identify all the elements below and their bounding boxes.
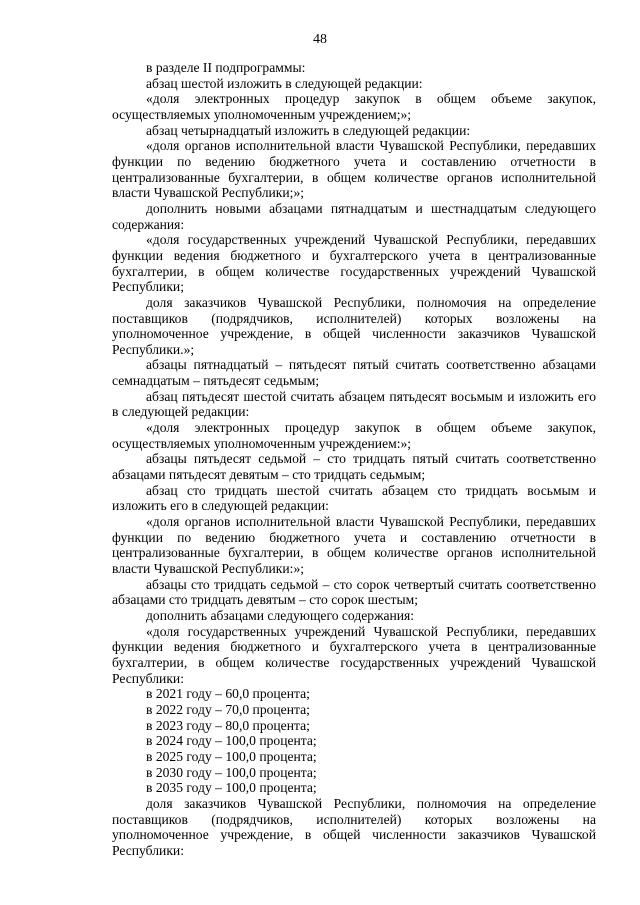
paragraph: дополнить новыми абзацами пятнадцатым и шестнадцатым следующего содержания: <box>112 200 596 232</box>
list-item: в 2021 году – 60,0 процента; <box>146 686 310 702</box>
paragraph: доля заказчиков Чувашской Республики, полномочия на определение поставщиков (подрядчиков, исполнителей) которых возложены на уполномоченное учреждение, в общей численности заказчиков Чувашской Республики: <box>112 795 596 858</box>
paragraph: «доля электронных процедур закупок в общем объеме закупок, осуществляемых уполномоченным учреждением:»; <box>112 420 596 451</box>
paragraph: абзацы сто тридцать седьмой – сто сорок четвертый считать соответственно абзацами сто тридцать девятым – сто сорок шестым; <box>112 576 596 608</box>
list-item: в 2022 году – 70,0 процента; <box>146 701 310 717</box>
paragraph: «доля органов исполнительной власти Чувашской Республики, передавших функции по ведению бюджетного учета и составлению отчетности в централизованные бухгалтерии, в общем количестве органов исполнительной власти Чувашской Республики:»; <box>112 514 596 576</box>
list-item: в 2024 году – 100,0 процента; <box>146 733 317 749</box>
paragraph: «доля органов исполнительной власти Чувашской Республики, передавших функции по ведению бюджетного учета и составлению отчетности в централизованные бухгалтерии, в общем количестве органов исполнительной власти Чувашской Республики;»; <box>112 138 596 201</box>
list-item: в 2023 году – 80,0 процента; <box>146 717 310 733</box>
paragraph: «доля государственных учреждений Чувашской Республики, передавших функции ведения бюджетного и бухгалтерского учета в централизованные бухгалтерии, в общем количестве государственных учреждений Чувашской Республики: <box>112 623 596 686</box>
paragraph: доля заказчиков Чувашской Республики, полномочия на определение поставщиков (подрядчиков, исполнителей) которых возложены на уполномоченное учреждение, в общей численности заказчиков Чувашской Республики.»; <box>112 294 596 357</box>
paragraph: абзац сто тридцать шестой считать абзацем сто тридцать восьмым и изложить его в следующей редакции: <box>112 482 596 514</box>
paragraph: абзацы пятьдесят седьмой – сто тридцать пятый считать соответственно абзацами пятьдесят девятым – сто тридцать седьмым; <box>112 451 596 483</box>
paragraph: в разделе II подпрограммы: <box>146 60 306 75</box>
list-item: в 2035 году – 100,0 процента; <box>146 780 317 796</box>
paragraph: абзацы пятнадцатый – пятьдесят пятый считать соответственно абзацами семнадцатым – пятьдесят седьмым; <box>112 357 596 389</box>
paragraph: «доля электронных процедур закупок в общем объеме закупок, осуществляемых уполномоченным учреждением;»; <box>112 91 596 122</box>
paragraph: абзац четырнадцатый изложить в следующей редакции: <box>146 122 471 138</box>
paragraph: абзац пятьдесят шестой считать абзацем пятьдесят восьмым и изложить его в следующей редакции: <box>112 388 596 420</box>
document-body <box>112 60 596 858</box>
page-number: 48 <box>313 32 327 47</box>
paragraph: абзац шестой изложить в следующей редакции: <box>146 75 423 91</box>
paragraph: «доля государственных учреждений Чувашской Республики, передавших функции ведения бюджетного и бухгалтерского учета в централизованные бухгалтерии, в общем количестве государственных учреждений Чувашской Республики; <box>112 232 596 295</box>
list-item: в 2030 году – 100,0 процента; <box>146 764 317 780</box>
list-item: в 2025 году – 100,0 процента; <box>146 748 317 764</box>
paragraph: дополнить абзацами следующего содержания: <box>146 607 415 623</box>
